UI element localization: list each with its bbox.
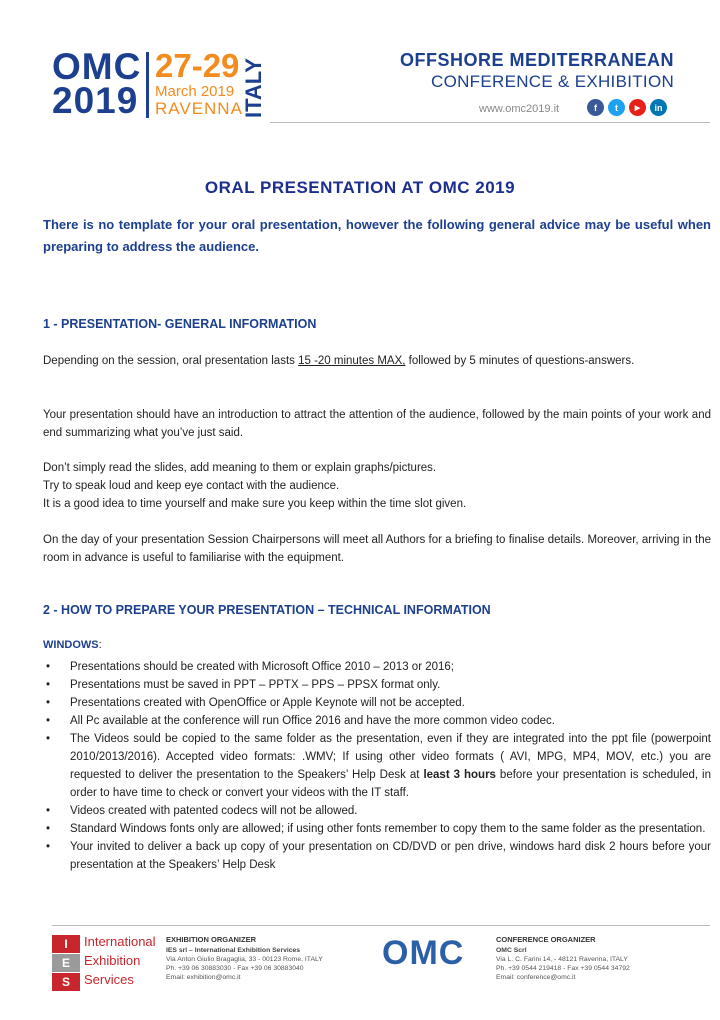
- youtube-icon[interactable]: ▶: [629, 99, 646, 116]
- section1-paragraph-tips: [43, 459, 711, 513]
- logo-omc: OMC: [52, 46, 142, 87]
- twitter-icon[interactable]: t: [608, 99, 625, 116]
- list-item-video: • The Videos sould be copied to the same folder as the presentation, even if they are integrated into the ppt file (powerpoint 2010/2013/2016). Accepted video formats: .WMV; If using other video formats ( AVI, MPG, MP4, MOV, etc.) you are requested to deliver the presentation to the Speakers’ Help Desk at least 3 hours before your presentation is scheduled, in order to have time to check or convert your videos with the IT staff.: [46, 733, 711, 799]
- conference-title-line1: OFFSHORE MEDITERRANEAN: [400, 50, 675, 70]
- ies-letter-i: I: [52, 935, 80, 953]
- website-link[interactable]: www.omc2019.it: [479, 103, 560, 115]
- section1-paragraph-briefing: On the day of your presentation Session Chairpersons will meet all Authors for a briefing to finalise details. Moreover, arriving in the room in advance is useful to familiarise with the equipment.: [43, 534, 711, 564]
- conference-organizer-email[interactable]: Email: conference@omc.it: [496, 974, 576, 981]
- linkedin-icon[interactable]: in: [650, 99, 667, 116]
- event-country: ITALY: [241, 58, 266, 118]
- exhibition-organizer-address: Via Anton Giulio Bragaglia, 33 - 00123 Rome, ITALY: [166, 956, 323, 963]
- tip-line: It is a good idea to time yourself and make sure you keep within the time slot given.: [43, 498, 467, 510]
- exhibition-organizer-heading: EXHIBITION ORGANIZER: [166, 935, 257, 944]
- exhibition-organizer-email[interactable]: Email: exhibition@omc.it: [166, 974, 241, 981]
- social-icons: [587, 99, 667, 116]
- duration-text-after: followed by 5 minutes of questions-answers.: [405, 355, 635, 367]
- duration-limit: 15 -20 minutes MAX,: [298, 355, 406, 367]
- list-item: • All Pc available at the conference will run Office 2016 and have the more common video codec.: [46, 715, 555, 727]
- header: [0, 0, 720, 130]
- ies-letter-s: S: [52, 973, 80, 991]
- logo-divider: [146, 52, 149, 118]
- conference-organizer-company: OMC Scrl: [496, 947, 527, 954]
- header-rule: [270, 122, 710, 123]
- technical-list: [43, 658, 711, 874]
- event-dates: 27-29: [155, 47, 240, 84]
- facebook-icon[interactable]: f: [587, 99, 604, 116]
- conference-organizer-heading: CONFERENCE ORGANIZER: [496, 935, 596, 944]
- logo-year: 2019: [52, 80, 139, 121]
- exhibition-organizer: [166, 935, 323, 982]
- exhibition-organizer-phone: Ph. +39 06 30883030 - Fax +39 06 30883040: [166, 965, 304, 972]
- list-item: • Your invited to deliver a back up copy of your presentation on CD/DVD or pen drive, windows hard disk 2 hours before your presentation at the Speakers’ Help Desk: [46, 841, 711, 871]
- conference-organizer-phone: Ph. +39 0544 219418 - Fax +39 0544 34792: [496, 965, 630, 972]
- exhibition-organizer-company: IES srl – International Exhibition Services: [166, 947, 301, 954]
- section1-paragraph-duration: [43, 352, 711, 370]
- list-item: • Presentations must be saved in PPT – PPTX – PPS – PPSX format only.: [46, 679, 441, 691]
- conference-organizer-address: Via L. C. Farini 14, - 48121 Ravenna, ITALY: [496, 956, 628, 963]
- omc-footer-logo: OMC: [382, 934, 465, 972]
- ies-name: International Exhibition Services: [84, 934, 156, 987]
- conference-organizer: [496, 935, 630, 982]
- conference-title-line2: CONFERENCE & EXHIBITION: [431, 72, 675, 91]
- tip-line: Don’t simply read the slides, add meaning to them or explain graphs/pictures.: [43, 462, 437, 474]
- list-item: • Standard Windows fonts only are allowed; if using other fonts remember to copy them to the same folder as the presentation.: [46, 823, 706, 835]
- footer-rule: [52, 925, 710, 926]
- list-item: • Presentations created with OpenOffice or Apple Keynote will not be accepted.: [46, 697, 465, 709]
- intro-text: There is no template for your oral presentation, however the following general advice may be useful when preparing to address the audience.: [43, 217, 711, 254]
- event-month: March 2019: [155, 83, 235, 100]
- ies-logo: [52, 935, 80, 991]
- section2-heading: 2 - HOW TO PREPARE YOUR PRESENTATION – TECHNICAL INFORMATION: [43, 603, 491, 617]
- ies-letter-e: E: [52, 954, 80, 972]
- section1-paragraph-structure: Your presentation should have an introduction to attract the attention of the audience, followed by the main points of your work and end summarizing what you’ve just said.: [43, 409, 711, 439]
- tip-line: Try to speak loud and keep eye contact with the audience.: [43, 480, 340, 492]
- page-title: ORAL PRESENTATION AT OMC 2019: [204, 178, 516, 197]
- duration-text-before: Depending on the session, oral presentation lasts: [43, 355, 299, 367]
- windows-label: WINDOWS:: [43, 639, 102, 651]
- section1-heading: 1 - PRESENTATION- GENERAL INFORMATION: [43, 317, 317, 331]
- list-item: • Videos created with patented codecs will not be allowed.: [46, 805, 358, 817]
- footer: [0, 925, 720, 995]
- event-city: RAVENNA: [155, 99, 243, 118]
- list-item: • Presentations should be created with Microsoft Office 2010 – 2013 or 2016;: [46, 661, 454, 673]
